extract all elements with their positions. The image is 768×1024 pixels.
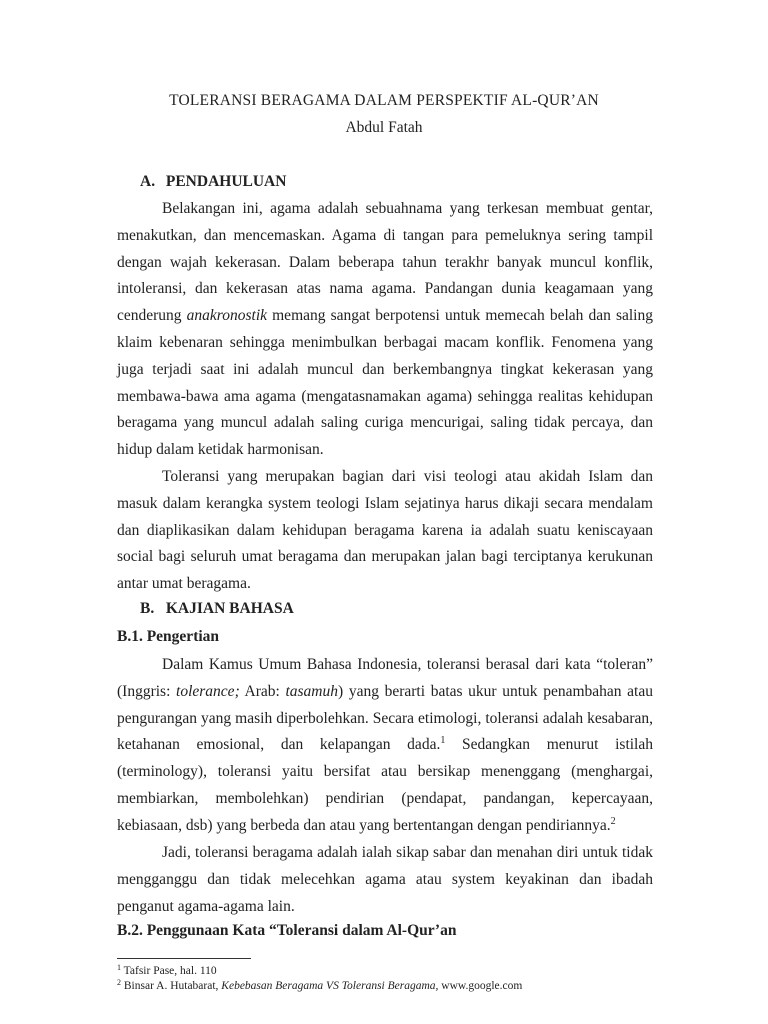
footnote-book-title: Kebebasan Beragama VS Toleransi Beragama, <box>221 980 439 992</box>
section-a-label: PENDAHULUAN <box>165 173 287 190</box>
text-run: kebiasaan, dsb) yang berbeda dan atau yang bertentangan dengan pendiriannya. <box>117 816 611 834</box>
p1-line: intoleransi, dan kekerasan atas nama agama. Pandangan dunia keagamaan yang <box>117 280 653 298</box>
footnote-link[interactable]: www.google.com <box>438 980 523 992</box>
p1-line: Belakangan ini, agama adalah sebuahnama yang terkesan membuat gentar, <box>162 200 653 217</box>
footnote-ref-2[interactable]: 2 <box>610 815 616 827</box>
document-title: TOLERANSI BERAGAMA DALAM PERSPEKTIF AL-QUR’AN <box>169 92 599 109</box>
text-run: ketahanan emosional, dan kelapangan dada. <box>117 736 441 754</box>
p1-line <box>117 303 653 330</box>
section-b-label: KAJIAN BAHASA <box>165 600 294 617</box>
p3-line: membiarkan, membolehkan) pendirian (pendapat, pandangan, kepercayaan, <box>117 789 653 807</box>
italic-term: tolerance; <box>176 682 240 700</box>
p3-line <box>117 813 653 840</box>
text-run: memang sangat berpotensi untuk memecah belah dan saling <box>267 307 653 325</box>
section-b-heading <box>140 600 294 618</box>
p1-line: dengan wajah kekerasan. Dalam beberapa tahun terakhr banyak muncul konflik, <box>117 253 653 271</box>
subsection-b1-heading: B.1. Pengertian <box>117 628 220 645</box>
p3-line <box>117 732 653 759</box>
paragraph-1 <box>117 196 653 464</box>
p4-line: mengganggu dan tidak melecehkan agama atau system keyakinan dan ibadah <box>117 870 653 888</box>
footnote-text: Binsar A. Hutabarat, <box>121 980 222 992</box>
p2-line: social bagi seluruh umat beragama dan merupakan jalan bagi terciptanya kerukunan <box>117 548 653 566</box>
section-b-number: B. <box>140 600 155 617</box>
section-a-number: A. <box>140 173 156 190</box>
text-run: Sedangkan menurut istilah <box>445 736 653 754</box>
text-run: (Inggris: <box>117 682 177 700</box>
p2-line: masuk dalam kerangka system teologi Islam sejatinya harus dikaji secara mendalam <box>117 494 653 512</box>
paragraph-4 <box>117 840 653 920</box>
text-run: cenderung <box>117 307 187 325</box>
paragraph-3 <box>117 652 653 840</box>
p3-line: Dalam Kamus Umum Bahasa Indonesia, toleransi berasal dari kata “toleran” <box>162 656 653 673</box>
p1-line: beragama yang muncul adalah saling curiga mencurigai, saling tidak percaya, dan <box>117 414 653 432</box>
p1-line: juga terjadi saat ini adalah muncul dan berkembangnya tingkat kekerasan yang <box>117 360 653 378</box>
footnote-1 <box>117 964 217 978</box>
author-name: Abdul Fatah <box>345 119 423 136</box>
paragraph-2 <box>117 464 653 598</box>
italic-term: anakronostik <box>186 307 268 325</box>
p3-line: (terminology), toleransi yaitu bersifat atau bersikap menenggang (menghargai, <box>117 763 653 781</box>
footnote-separator <box>117 958 251 959</box>
p4-line: penganut agama-agama lain. <box>117 897 295 915</box>
p3-line <box>117 679 653 706</box>
footnote-text: Tafsir Pase, hal. 110 <box>121 965 217 977</box>
p2-line: Toleransi yang merupakan bagian dari visi teologi atau akidah Islam dan <box>162 468 653 485</box>
section-a-heading <box>140 173 286 191</box>
italic-term: tasamuh <box>285 682 339 700</box>
p2-line: dan diaplikasikan dalam kehidupan beragama karena ia adalah suatu keniscayaan <box>117 521 653 539</box>
p1-line: hidup dalam ketidak harmonisan. <box>117 441 324 459</box>
footnote-ref-1[interactable]: 1 <box>440 735 446 747</box>
subsection-b2-heading: B.2. Penggunaan Kata “Toleransi dalam Al-Qur’an <box>117 922 457 939</box>
text-run: ) yang berarti batas ukur untuk penambahan atau <box>338 682 653 700</box>
p4-line: Jadi, toleransi beragama adalah ialah sikap sabar dan menahan diri untuk tidak <box>162 844 653 861</box>
p1-line: membawa-bawa ama agama (mengatasnamakan agama) sehingga realitas kehidupan <box>117 387 653 405</box>
footnote-2 <box>117 979 522 993</box>
p2-line: antar umat beragama. <box>117 575 251 593</box>
p1-line: menakutkan, dan mencemaskan. Agama di tangan para pemeluknya sering tampil <box>117 226 653 244</box>
footnote-number: 2 <box>117 978 121 987</box>
p3-line: pengurangan yang masih diperbolehkan. Secara etimologi, toleransi adalah kesabaran, <box>117 709 653 727</box>
footnote-number: 1 <box>117 963 121 972</box>
p1-line: klaim kebenaran sehingga menimbulkan berbagai macam konflik. Fenomena yang <box>117 333 653 351</box>
text-run: Arab: <box>239 682 286 700</box>
